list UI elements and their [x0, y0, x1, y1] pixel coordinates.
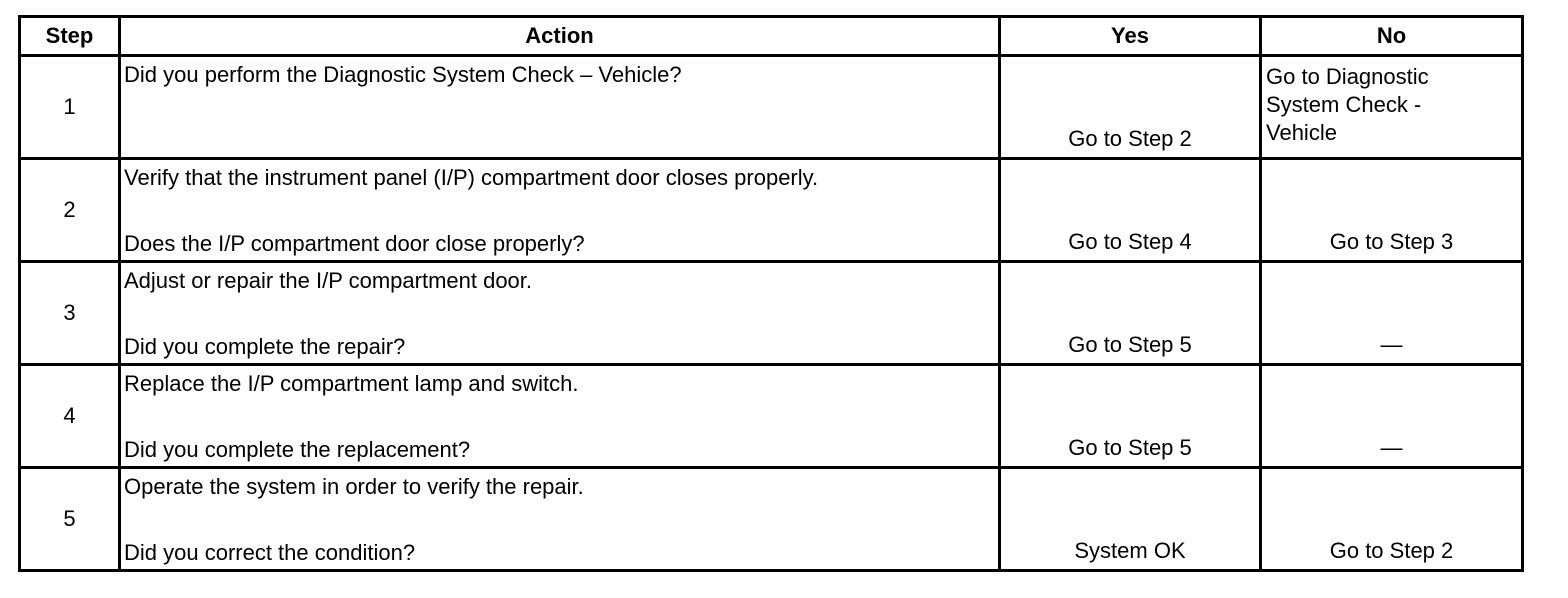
no-text: Go to Step 2 [1329, 538, 1454, 563]
no-cell [1261, 468, 1523, 571]
yes-text: Go to Step 5 [1068, 435, 1192, 460]
yes-text: Go to Step 2 [1068, 126, 1192, 151]
action-text: Operate the system in order to verify the repair. [124, 474, 584, 499]
yes-text: Go to Step 4 [1068, 229, 1192, 254]
action-cell [120, 468, 1000, 571]
yes-text: System OK [1074, 538, 1186, 563]
action-text: Replace the I/P compartment lamp and switch. [124, 371, 579, 396]
action-question [124, 155, 998, 157]
table-row [20, 262, 1523, 365]
yes-cell [1000, 262, 1261, 365]
action-question: Does the I/P compartment door close properly? [124, 231, 585, 256]
action-question: Did you complete the replacement? [124, 437, 471, 462]
table-row [20, 468, 1523, 571]
action-text: Adjust or repair the I/P compartment door. [124, 268, 533, 293]
action-text: Verify that the instrument panel (I/P) compartment door closes properly. [124, 165, 819, 190]
action-text: Did you perform the Diagnostic System Check – Vehicle? [124, 62, 682, 87]
no-cell [1261, 159, 1523, 262]
step-number: 5 [20, 468, 120, 571]
yes-cell [1000, 365, 1261, 468]
no-cell [1261, 262, 1523, 365]
step-number: 4 [20, 365, 120, 468]
yes-text: Go to Step 5 [1068, 332, 1192, 357]
step-number: 2 [20, 159, 120, 262]
action-question: Did you correct the condition? [124, 540, 416, 565]
diagnostic-table [18, 15, 1524, 572]
no-text-line: Go to Diagnostic [1266, 64, 1429, 89]
no-cell [1261, 365, 1523, 468]
no-text-line: System Check - [1266, 92, 1422, 117]
header-step: Step [20, 17, 120, 56]
table-row [20, 365, 1523, 468]
no-text: Go to Step 3 [1329, 229, 1454, 254]
step-number: 1 [20, 56, 120, 159]
table-row [20, 56, 1523, 159]
yes-cell [1000, 468, 1261, 571]
header-row [20, 17, 1523, 56]
no-text: — [1380, 332, 1403, 357]
no-text-line: Vehicle [1266, 120, 1337, 145]
no-cell [1261, 56, 1523, 159]
header-yes: Yes [1000, 17, 1261, 56]
table-row [20, 159, 1523, 262]
step-number: 3 [20, 262, 120, 365]
action-question: Did you complete the repair? [124, 334, 406, 359]
action-cell [120, 56, 1000, 159]
header-action: Action [120, 17, 1000, 56]
yes-cell [1000, 56, 1261, 159]
no-text: — [1380, 435, 1403, 460]
yes-cell [1000, 159, 1261, 262]
action-cell [120, 159, 1000, 262]
action-cell [120, 262, 1000, 365]
header-no: No [1261, 17, 1523, 56]
action-cell [120, 365, 1000, 468]
